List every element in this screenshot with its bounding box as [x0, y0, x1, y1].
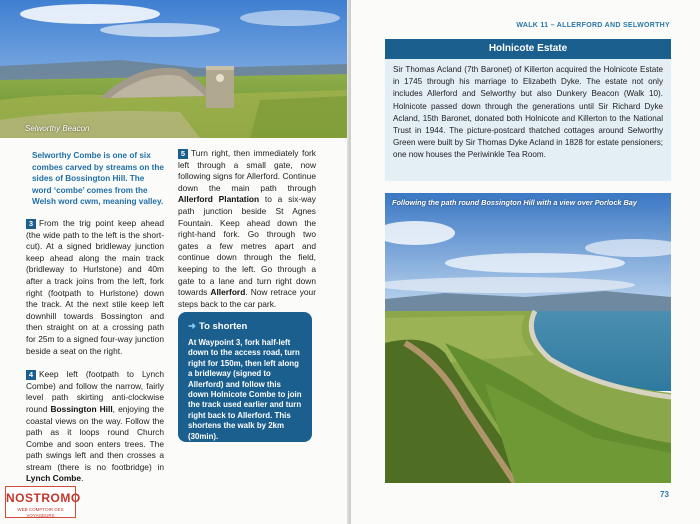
waypoint-5-badge: 5 [178, 149, 188, 159]
to-shorten-text: At Waypoint 3, fork half-left down to the access road, turn right for 150m, then left along a bridleway (signed to Allerford) and follow this down Holnicote Combe to join the track used earlier and turn right back to Allerford. This shortens the walk by 2km (30min). [188, 338, 302, 441]
arrow-right-icon: ➜ [188, 321, 196, 332]
page-number: 73 [660, 490, 669, 499]
feature-box-title: Holnicote Estate [385, 39, 671, 59]
waypoint-4-badge: 4 [26, 370, 36, 380]
nostromo-logo [5, 486, 81, 518]
to-shorten-box [178, 312, 312, 442]
step-4-place-lynch-combe: Lynch Combe [26, 473, 82, 484]
step-4-text-c: . [81, 473, 84, 484]
porlock-bay-photo [385, 193, 671, 483]
step-5-text-a: Turn right, then immediately fork left through a small gate, now following signs for Allerford. Continue down the main path through [178, 148, 316, 193]
selworthy-beacon-photo [0, 0, 349, 138]
step-4-text-a: Keep left (footpath to Lynch Combe) and follow the narrow, fairly level path skirting anti-clockwise round [26, 369, 164, 414]
step-4-paragraph [26, 369, 164, 485]
left-page [0, 0, 349, 524]
step-4-text-b: , enjoying the coastal views on the way. Follow the path as it loops round Church Combe and soon enters trees. The path swings left and then crosses a stream (there is no footbridge) in [26, 403, 164, 472]
step-3-paragraph [26, 218, 164, 357]
logo-main-text: NOSTROMO [6, 491, 81, 505]
photo-caption-selworthy: Selworthy Beacon [25, 124, 90, 133]
step-4-place-bossington-hill: Bossington Hill [50, 403, 113, 414]
step-5-text-b: to a six-way path junction beside St Agnes Fountain. Keep ahead down the right-hand fork. Go through two gates a few metres apart and continue down through the field, keeping to the left. Go through a gate to a lane and turn right down towards [178, 194, 316, 298]
step-3-text: From the trig point keep ahead (the wide path to the left is the short-cut). At a signed bridleway junction keep ahead along the main track (bridleway to Hurlstone) and 40m after a track joins from the left, fork right (footpath to Hurlstone) down the track. At the next stile keep left downhill towards Bossington and then straight on at a crossing path for 25m to a signed four-way junction beside a seat on the right. [26, 218, 164, 356]
feature-box-body: Sir Thomas Acland (7th Baronet) of Killerton acquired the Holnicote Estate in 1745 through his marriage to Elizabeth Dyke. The estate not only includes Allerford and Selworthy but also Dunkery Beacon (Walk 10). Holnicote passed down through the generations until Sir Richard Dyke Acland, 15th Baronet, donated both Holnicote and Killerton to the National Trust in 1944. The picture-postcard thatched cottages around Selworthy Green were built by Sir Thomas Dyke Acland in 1828 for estate pensioners; one now houses the Periwinkle Tea Room. [385, 59, 671, 181]
to-shorten-heading: To shorten [198, 321, 248, 332]
running-head: WALK 11 – ALLERFORD AND SELWORTHY [516, 22, 670, 29]
step-5-place-allerford: Allerford [210, 287, 246, 298]
to-shorten-title [188, 321, 302, 332]
step-5-text-c: . Now retrace your steps back to the car park. [178, 287, 316, 309]
right-column-left-page [178, 148, 316, 322]
sidebar-note: Selworthy Combe is one of six combes carved by streams on the sides of Bossington Hill. The word ‘combe’ comes from the Welsh word cwm, meaning valley. [32, 151, 164, 207]
waypoint-3-badge: 3 [26, 219, 36, 229]
step-5-paragraph [178, 148, 316, 310]
left-column [26, 218, 164, 497]
photo-caption-porlock-bay: Following the path round Bossington Hill with a view over Porlock Bay [392, 198, 637, 207]
step-5-place-allerford-plantation: Allerford Plantation [178, 194, 260, 205]
logo-sub-text: WEB COMPTOIR DES VOYAGEURS [17, 507, 64, 518]
